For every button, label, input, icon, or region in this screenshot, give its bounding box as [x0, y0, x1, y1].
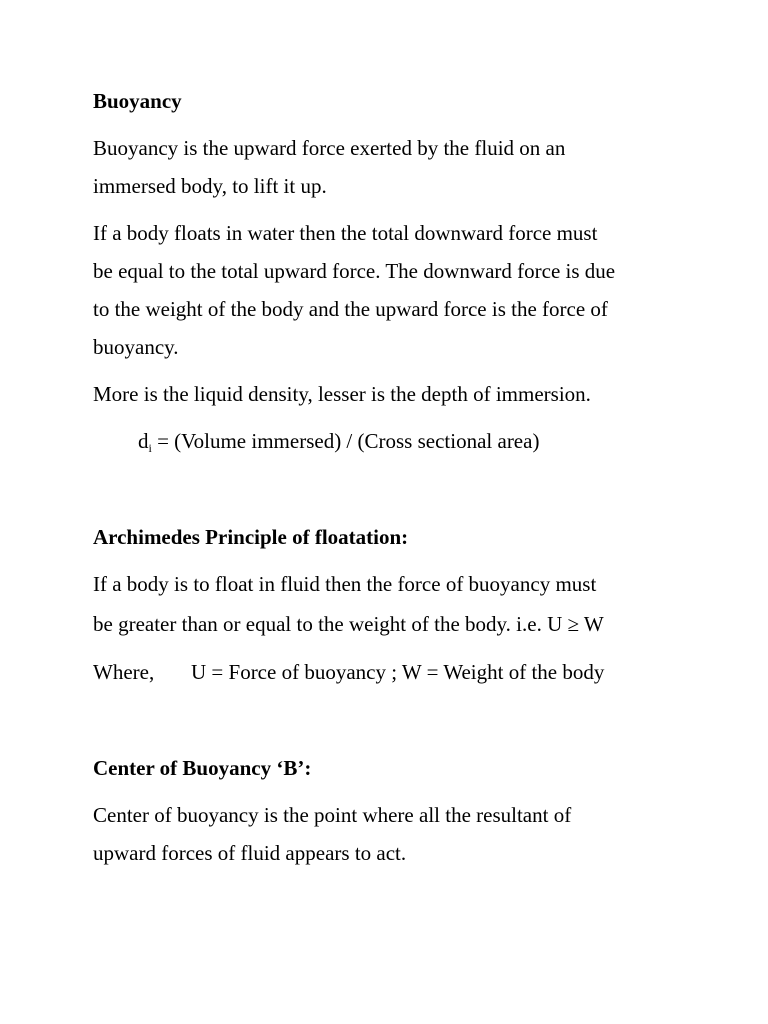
section-heading-buoyancy: Buoyancy: [93, 89, 182, 113]
section-heading-archimedes: Archimedes Principle of floatation:: [93, 525, 409, 549]
formula-expression: = (Volume immersed) / (Cross sectional area): [151, 429, 540, 453]
paragraph-line: If a body floats in water then the total downward force must: [93, 221, 598, 245]
paragraph-line: upward forces of fluid appears to act.: [93, 841, 407, 865]
formula-symbol: d: [138, 429, 149, 453]
paragraph-line: to the weight of the body and the upward force is the force of: [93, 297, 608, 321]
paragraph-line: Center of buoyancy is the point where all the resultant of: [93, 803, 572, 827]
paragraph-line: be greater than or equal to the weight of the body. i.e. U ≥ W: [93, 612, 604, 636]
where-definition: U = Force of buoyancy ; W = Weight of the body: [191, 660, 605, 684]
paragraph-line: be equal to the total upward force. The downward force is due: [93, 259, 616, 283]
paragraph-line: immersed body, to lift it up.: [93, 174, 327, 198]
paragraph-line: If a body is to float in fluid then the force of buoyancy must: [93, 572, 597, 596]
formula-subscript: i: [148, 441, 152, 455]
paragraph-line: Buoyancy is the upward force exerted by the fluid on an: [93, 136, 566, 160]
where-label: Where,: [93, 660, 155, 684]
paragraph-line: buoyancy.: [93, 335, 179, 359]
section-heading-center-of-buoyancy: Center of Buoyancy ‘B’:: [93, 756, 312, 780]
paragraph-line: More is the liquid density, lesser is the depth of immersion.: [93, 382, 591, 406]
formula-depth-of-immersion: [138, 429, 540, 455]
